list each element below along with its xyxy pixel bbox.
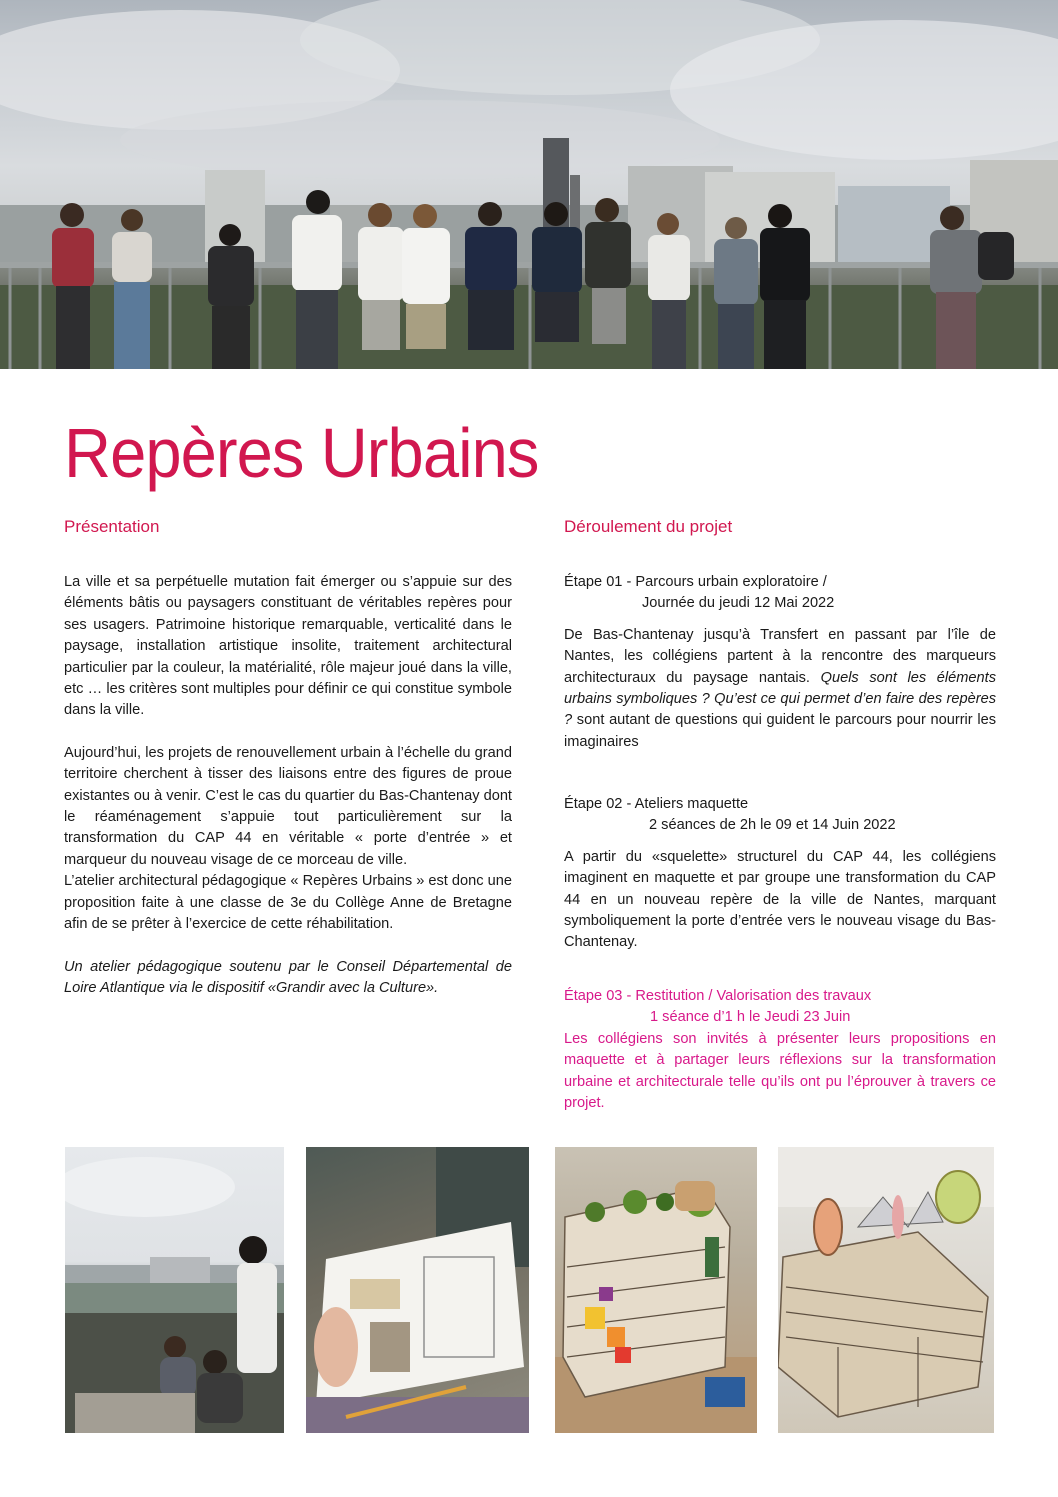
- photo-illustration: [778, 1147, 994, 1433]
- step-title: Étape 03 - Restitution / Valorisation des travaux: [564, 988, 872, 1004]
- photo-model-2: [778, 1147, 994, 1433]
- step-body: A partir du «squelette» structurel du CAP 44, les collégiens imaginent en maquette et par groupe une transformation du CAP 44 en un nouveau repère de la ville de Nantes, marquant symboliquement la porte d’entrée vers le nouveau visage du Bas-Chantenay.: [564, 848, 996, 951]
- step-subtitle: 1 séance d’1 h le Jeudi 23 Juin: [650, 1009, 851, 1026]
- photo-illustration: [65, 1147, 284, 1433]
- step-body: Les collégiens son invités à présenter leurs propositions en maquette et à partager leurs réflexions sur la transformation urbaine et architecturale telle qu’ils ont pu l’éprouver à travers ce projet.: [564, 1030, 996, 1112]
- photo-model-1: [555, 1147, 757, 1433]
- step-body-text: De Bas-Chantenay jusqu’à Transfert en passant par l’île de Nantes, les collégiens partent à la rencontre des marqueurs architecturaux du paysage nantais.: [564, 626, 996, 686]
- photo-students-overlook: [65, 1147, 284, 1433]
- step-body: [564, 625, 996, 753]
- step-subtitle: Journée du jeudi 12 Mai 2022: [642, 595, 835, 612]
- hero-photo-illustration: [0, 0, 1058, 369]
- deroulement-heading: Déroulement du projet: [564, 517, 733, 536]
- page-title: Repères Urbains: [64, 414, 539, 492]
- presentation-paragraph: La ville et sa perpétuelle mutation fait émerger ou s’appuie sur des éléments bâtis ou paysagers constituant de véritables repères pour ses usagers. Patrimoine historique remarquable, verticalité dans le paysage, installation artistique insolite, traitement architectural particulier par la couleur, la matérialité, rôle majeur joué dans la ville, etc … les critères sont multiples pour définir ce qui constitue symbole dans la ville.: [64, 574, 512, 719]
- step-body-question: Quels sont les éléments urbains symboliques ? Qu’est ce qui permet d’en faire des repères ?: [564, 669, 996, 729]
- presentation-paragraph: L’atelier architectural pédagogique « Repères Urbains » est donc une proposition faite à une classe de 3e du Collège Anne de Bretagne afin de se prêter à l’exercice de cette réhabilitation.: [64, 873, 512, 933]
- step-03: [564, 986, 996, 1114]
- photo-illustration: [306, 1147, 529, 1433]
- step-02: [564, 794, 996, 954]
- step-subtitle: 2 séances de 2h le 09 et 14 Juin 2022: [649, 817, 896, 834]
- step-01: [564, 572, 996, 753]
- step-title: Étape 02 - Ateliers maquette: [564, 796, 749, 812]
- step-body-end: sont autant de questions qui guident le parcours pour nourrir les imaginaires: [564, 712, 996, 750]
- step-title: Étape 01 - Parcours urbain exploratoire /: [564, 574, 827, 590]
- photo-booklet: [306, 1147, 529, 1433]
- presentation-credit: Un atelier pédagogique soutenu par le Conseil Départemental de Loire Atlantique via le dispositif «Grandir avec la Culture».: [64, 958, 512, 996]
- presentation-paragraph: Aujourd’hui, les projets de renouvellement urbain à l’échelle du grand territoire cherchent à tisser des liaisons entre des figures de proue existantes ou à venir. C’est le cas du quartier du Bas-Chantenay dont le réaménagement s’appuie tout particulièrement sur la transformation du CAP 44 en véritable « porte d’entrée » et marqueur du nouveau visage de ce morceau de ville.: [64, 744, 512, 868]
- presentation-section: [64, 514, 512, 999]
- photo-illustration: [555, 1147, 757, 1433]
- deroulement-section: [564, 514, 996, 1112]
- presentation-heading: Présentation: [64, 517, 160, 536]
- hero-photo: [0, 0, 1058, 369]
